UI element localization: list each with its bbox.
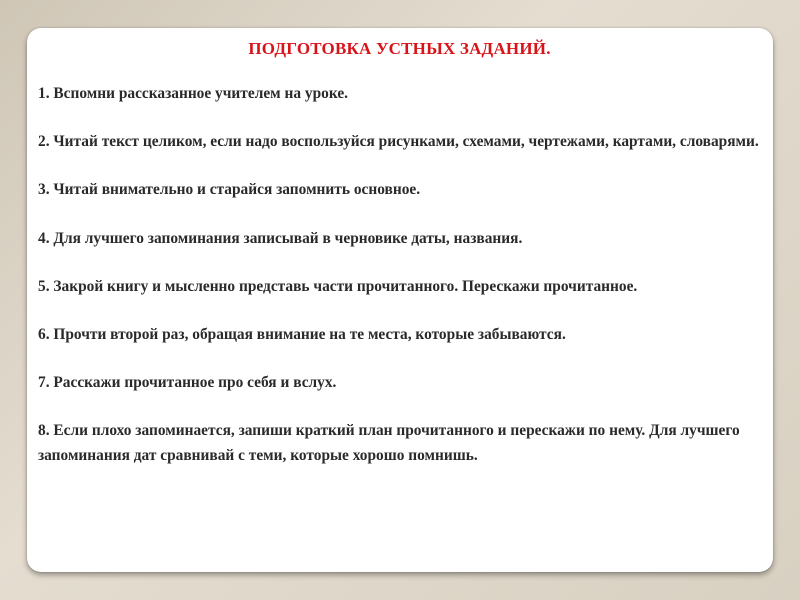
slide-title: ПОДГОТОВКА УСТНЫХ ЗАДАНИЙ. <box>248 39 551 58</box>
list-item: 6. Прочти второй раз, обращая внимание на те места, которые забываются. <box>38 326 566 344</box>
list-item: 5. Закрой книгу и мысленно представь части прочитанного. Перескажи прочитанное. <box>38 277 638 295</box>
list-item: 1. Вспомни рассказанное учителем на уроке. <box>38 85 349 102</box>
list-item: 3. Читай внимательно и старайся запомнить основное. <box>38 181 421 199</box>
list-item: 2. Читай текст целиком, если надо воспользуйся рисунками, схемами, чертежами, картами, словарями. <box>38 133 759 151</box>
slide-card <box>27 28 773 572</box>
instruction-list <box>38 82 761 468</box>
list-item: 4. Для лучшего запоминания записывай в черновике даты, названия. <box>38 229 523 247</box>
list-item: 7. Расскажи прочитанное про себя и вслух. <box>38 374 337 392</box>
list-item: 8. Если плохо запоминается, запиши краткий план прочитанного и перескажи по нему. Для лучшего запоминания дат сравнивай с теми, которые хорошо помнишь. <box>38 422 740 464</box>
